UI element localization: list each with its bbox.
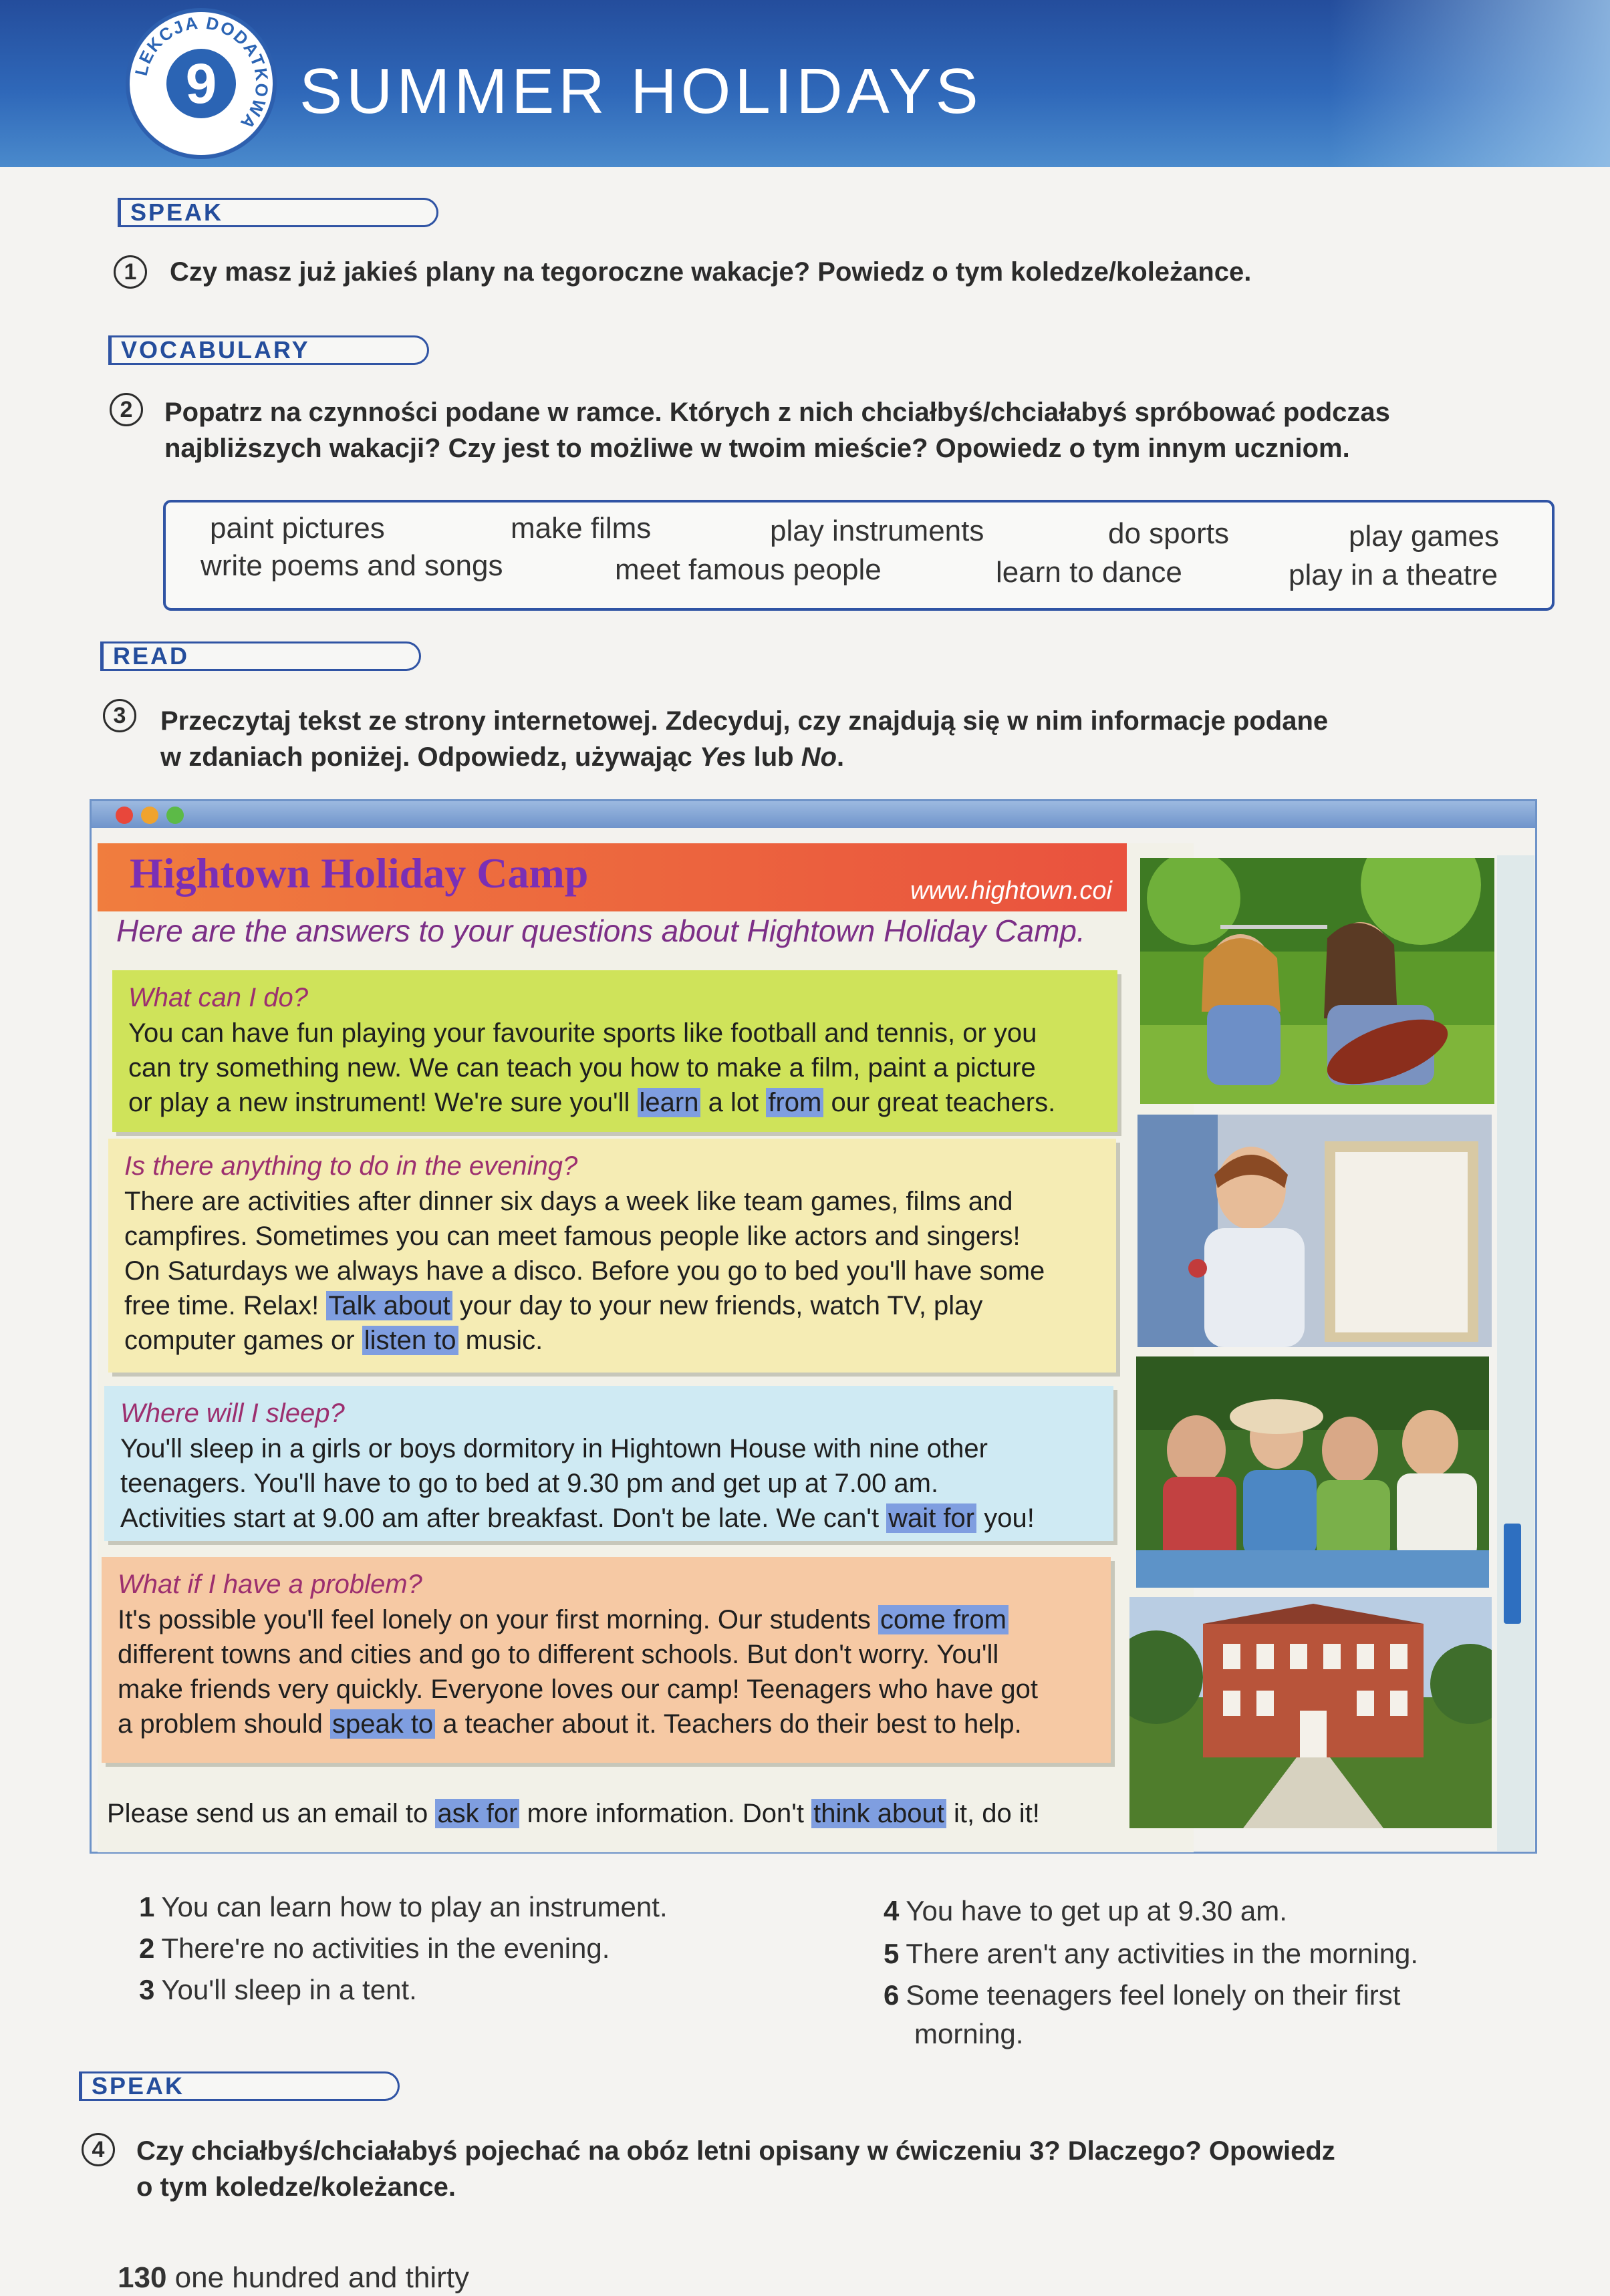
statement-number: 4 [884,1895,900,1926]
highlight: speak to [330,1709,435,1739]
answer-line: On Saturdays we always have a disco. Before you go to bed you'll have some [124,1256,1045,1286]
qa-box-evening [108,1139,1116,1373]
text: It's possible you'll feel lonely on your first morning. Our students [118,1605,879,1634]
statement-text: Some teenagers feel lonely on their first [906,1979,1401,2011]
word-item: make films [511,512,652,545]
exercise-4-line-2: o tym koledze/koleżance. [136,2172,456,2202]
highlight: learn [638,1088,701,1117]
answer-line: You can have fun playing your favourite sports like football and tennis, or you [128,1018,1037,1048]
scrollbar-thumb[interactable] [1504,1524,1521,1624]
answer-line: campfires. Sometimes you can meet famous people like actors and singers! [124,1222,1021,1251]
statement-5 [884,1934,1418,1974]
website-banner [98,843,1127,911]
highlight: ask for [435,1799,519,1828]
lesson-badge [126,8,277,159]
word-item: meet famous people [615,553,882,586]
exercise-3-line-1: Przeczytaj tekst ze strony internetowej. Zdecyduj, czy znajdują się w nim informacje podane [160,706,1329,736]
answer-line [118,1707,1095,1741]
statement-6-continued [914,2014,1023,2054]
photo-hightown-house-image [1129,1597,1492,1828]
text: a teacher about it. Teachers do their best to help. [435,1709,1022,1739]
exercise-2-line-1: Popatrz na czynności podane w ramce. Których z nich chciałbyś/chciałabyś spróbować podczas [164,398,1390,427]
statement-number: 1 [139,1891,155,1922]
answer-line [120,1501,1097,1536]
exercise-3-line-2 [160,739,1564,775]
statement-number: 2 [139,1932,155,1964]
text: your day to your new friends, watch TV, play [452,1291,983,1320]
exercise-number-1: 1 [114,255,147,289]
exercise-3-line-2-text: w zdaniach poniżej. Odpowiedz, używając [160,742,700,772]
svg-text:LEKCJA DODATKOWA: LEKCJA DODATKOWA [130,12,273,134]
vocabulary-tag: VOCABULARY [108,335,429,365]
page-title: SUMMER HOLIDAYS [299,55,982,127]
answer-line [124,1323,1100,1358]
question: Is there anything to do in the evening? [124,1151,578,1181]
exercise-3-instruction [160,703,1564,775]
question: What if I have a problem? [118,1570,422,1599]
answer-line: There are activities after dinner six days a week like team games, films and [124,1187,1013,1216]
statement-2 [139,1928,610,1969]
statement-text: You have to get up at 9.30 am. [906,1895,1287,1926]
website-name: Hightown Holiday Camp [130,849,589,897]
exercise-number-2: 2 [110,393,143,426]
highlight: wait for [886,1503,976,1533]
highlight: come from [878,1605,1009,1634]
highlight: think about [811,1799,946,1828]
word-box [163,500,1555,611]
statement-text: You'll sleep in a tent. [161,1974,417,2005]
exercise-2-line-2: najbliższych wakacji? Czy jest to możliwe w twoim mieście? Opowiedz o tym innym uczniom. [164,434,1350,463]
question: What can I do? [128,983,309,1012]
statement-text: You can learn how to play an instrument. [161,1891,668,1922]
text: a lot [700,1088,767,1117]
question: Where will I sleep? [120,1399,345,1428]
photo-hightown-house [1129,1597,1492,1828]
statement-6 [884,1975,1400,2015]
statement-text: There're no activities in the evening. [161,1932,610,1964]
website-closing [107,1799,1040,1829]
photo-teens-sitting-image [1136,1356,1489,1588]
website-intro: Here are the answers to your questions about Hightown Holiday Camp. [116,913,1085,948]
page-number-words: one hundred and thirty [174,2261,469,2294]
no-word: No [801,742,837,772]
browser-title-bar [92,801,1535,828]
statement-3 [139,1970,417,2010]
highlight: listen to [362,1326,458,1355]
word-item: play in a theatre [1289,559,1498,591]
text: computer games or [124,1326,362,1355]
maximize-dot-icon[interactable] [166,807,184,824]
photo-boy-easel-image [1137,1115,1492,1347]
qa-box-sleep [104,1386,1113,1541]
minimize-dot-icon[interactable] [141,807,158,824]
text: free time. Relax! [124,1291,327,1320]
answer-line [118,1602,1095,1637]
text: Activities start at 9.00 am after breakfast. Don't be late. We can't [120,1503,887,1533]
photo-girls-music [1140,858,1494,1104]
word-item: do sports [1108,517,1229,550]
statement-1 [139,1887,668,1927]
website-url[interactable]: www.hightown.coi [910,877,1112,905]
qa-box-problem [102,1557,1111,1763]
exercise-2-instruction [164,394,1568,466]
page-number: 130 [118,2261,167,2294]
word-item: write poems and songs [200,549,503,582]
answer-line: You'll sleep in a girls or boys dormitory in Hightown House with nine other [120,1434,988,1463]
period: . [837,742,845,772]
statement-number: 5 [884,1938,900,1969]
page-footer [118,2261,469,2295]
answer-line [128,1085,1101,1120]
exercise-4-instruction [136,2133,1573,2205]
word-item: paint pictures [210,512,385,545]
exercise-1-instruction: Czy masz już jakieś plany na tegoroczne wakacje? Powiedz o tym koledze/koleżance. [170,257,1252,287]
read-tag: READ [100,641,421,671]
exercise-4-line-1: Czy chciałbyś/chciałabyś pojechać na obóz letni opisany w ćwiczeniu 3? Dlaczego? Opowiedz [136,2136,1335,2166]
statement-4 [884,1891,1287,1931]
header-fade [1329,0,1610,167]
answer-line [124,1288,1100,1323]
text: it, do it! [946,1799,1040,1828]
speak-tag: SPEAK [118,198,438,227]
text: Please send us an email to [107,1799,436,1828]
photo-girls-music-image [1140,858,1494,1104]
answer-line: different towns and cities and go to different schools. But don't worry. You'll [118,1640,999,1669]
statement-text: There aren't any activities in the morning. [906,1938,1419,1969]
text: a problem should [118,1709,330,1739]
word-item: play games [1349,520,1500,553]
statement-number: 6 [884,1979,900,2011]
word-item: play instruments [770,515,984,547]
answer-line: make friends very quickly. Everyone loves our camp! Teenagers who have got [118,1675,1038,1704]
text: you! [976,1503,1035,1533]
answer-line: teenagers. You'll have to go to bed at 9.30 pm and get up at 7.00 am. [120,1469,939,1498]
exercise-number-4: 4 [82,2133,115,2166]
text: our great teachers. [823,1088,1056,1117]
text: more information. Don't [519,1799,812,1828]
scrollbar-track[interactable] [1497,855,1534,1851]
statement-text: morning. [914,2018,1024,2049]
lub-word: lub [746,742,801,772]
highlight: Talk about [326,1291,452,1320]
yes-word: Yes [699,742,747,772]
photo-boy-easel [1137,1115,1492,1347]
close-dot-icon[interactable] [116,807,133,824]
text: music. [458,1326,543,1355]
lesson-number: 9 [166,49,236,118]
word-item: learn to dance [996,556,1182,589]
speak-tag-2: SPEAK [79,2071,400,2101]
qa-box-activities [112,970,1117,1132]
highlight: from [766,1088,823,1117]
exercise-number-3: 3 [103,699,136,732]
text: or play a new instrument! We're sure you'll [128,1088,638,1117]
answer-line: can try something new. We can teach you how to make a film, paint a picture [128,1053,1036,1083]
statement-number: 3 [139,1974,155,2005]
photo-teens-sitting [1136,1356,1489,1588]
